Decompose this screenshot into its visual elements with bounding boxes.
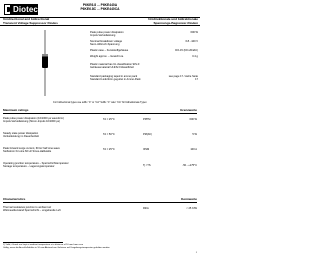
- part-range-bidirectional: P6KE6.8C ... P6KE440CA: [80, 7, 120, 11]
- row-symbol: PPPM: [143, 118, 151, 121]
- section-rule: [3, 202, 197, 203]
- row-condition: TA = 50°C: [103, 133, 115, 136]
- spec-label: Standard packaging taped in ammo pack: [90, 75, 138, 78]
- row-value: 600 W: [189, 118, 197, 121]
- row-value: 100 A: [190, 148, 197, 151]
- table-row: [3, 162, 197, 177]
- row-value: < 25 K/W: [186, 207, 197, 210]
- characteristics-section: [3, 198, 197, 203]
- row-label-de: Stoßstrom für eine 60 Hz Sinus-Halbwelle: [3, 150, 52, 153]
- title-german-line2: Spannungs-Begrenzer-Dioden: [153, 20, 198, 25]
- section-title-en: Maximum ratings: [3, 108, 29, 112]
- row-symbol: PM(AV): [143, 133, 152, 136]
- spec-value: 600 W: [190, 31, 198, 34]
- spec-label-de: Standard Lieferform gegurtet in Ammo-Pack: [90, 78, 141, 81]
- spec-row: [90, 55, 198, 63]
- table-row: [3, 147, 197, 162]
- row-label: Peak forward surge current, 60 Hz half sine-wave: [3, 147, 60, 150]
- spec-value: see page 17 / siehe Seite 17: [168, 75, 198, 81]
- row-condition: TA = 25°C: [103, 118, 115, 121]
- row-value: -50...+175°C: [182, 164, 197, 167]
- spec-label: Weight approx. – Gewicht ca.: [90, 55, 124, 58]
- section-title-en: Characteristics: [3, 197, 26, 201]
- footnote-en: 1) Valid, if leads are kept at ambient temperature at a distance of 10 mm from case: [3, 244, 84, 246]
- row-label: Peak pulse power dissipation (10/1000 µs waveform): [3, 117, 64, 120]
- row-label-de: Wärmewiderstand Sperrschicht – umgebende Luft: [3, 209, 61, 212]
- title-german-line1: Unidirektionale und bidirektionale: [148, 17, 198, 21]
- max-ratings-table: [3, 117, 197, 177]
- spec-label-de: Gehäusematerial UL94V-0 klassifiziert: [90, 66, 134, 69]
- max-ratings-section: [3, 109, 197, 114]
- title-english-line1: Unidirectional and bidirectional: [3, 17, 50, 21]
- section-title-de: Kennwerte: [181, 197, 197, 201]
- row-label-de: Impuls-Verlustleistung (Strom-Impuls 10/1000 µs): [3, 120, 60, 123]
- row-symbol: Tj / TS: [143, 164, 151, 167]
- spec-list: [90, 31, 198, 83]
- spec-label: Plastic case – Kunststoffgehäuse: [90, 49, 129, 52]
- spec-label: Nominal breakdown voltage: [90, 40, 123, 43]
- logo-mark-icon: [4, 4, 11, 15]
- row-symbol: RthA: [143, 207, 149, 210]
- row-label: Thermal resistance junction to ambient air: [3, 206, 52, 209]
- section-rule: [3, 113, 197, 114]
- spec-value: DO-15 (DO-204AC): [175, 49, 198, 52]
- table-row: [3, 206, 197, 220]
- bidirectional-note: For bidirectional types use suffix “C” or “CA” Suffix “C” oder “CA” für bidirektionale Typen: [53, 101, 147, 104]
- footnote-de: Gültig, wenn die Anschlußdrähte in 10 mm Abstand von Gehäuse auf Umgebungstemperatur gehalten werden: [3, 246, 110, 249]
- row-label-de: Verlustleistung im Dauerbetrieb: [3, 135, 40, 138]
- row-label: Steady state power dissipation: [3, 132, 39, 135]
- spec-row: [90, 63, 198, 75]
- page-number: 1: [195, 252, 197, 254]
- section-title-de: Grenzwerte: [180, 108, 197, 112]
- spec-value: 6.8...440 V: [185, 40, 198, 43]
- footnote-rule: [3, 242, 63, 243]
- spec-row: [90, 40, 198, 49]
- title-english: [3, 18, 83, 25]
- diode-cathode-band: [42, 54, 48, 57]
- logo-text: Diotec: [12, 5, 38, 14]
- spec-label-de: Nenn-Abbruch-Spannung: [90, 43, 120, 46]
- diode-package-drawing: [40, 30, 50, 96]
- spec-label-de: Impuls-Verlustleistung: [90, 34, 116, 37]
- part-number-header: [62, 3, 138, 11]
- spec-label: Peak pulse power dissipation: [90, 31, 124, 34]
- row-condition: TA = 25°C: [103, 148, 115, 151]
- row-label-de: Storage temperature – Lagerungstemperatur: [3, 165, 55, 168]
- spec-row: [90, 75, 198, 83]
- part-range-unidirectional: P6KE6.8 ... P6KE440A: [82, 3, 118, 7]
- table-row: [3, 132, 197, 147]
- title-german: [120, 18, 198, 25]
- characteristics-table: [3, 206, 197, 220]
- diotec-logo: [4, 4, 38, 15]
- title-english-line2: Transient Voltage Suppressor Diodes: [3, 20, 58, 25]
- footnote: [3, 244, 173, 249]
- spec-value: 0.4 g: [192, 55, 198, 58]
- spec-row: [90, 31, 198, 40]
- table-row: [3, 117, 197, 132]
- row-symbol: IFSM: [143, 148, 150, 151]
- spec-label: Plastic material has UL classification 94V-0: [90, 63, 140, 66]
- row-label: Operating junction temperature – Sperrschichttemperatur: [3, 162, 69, 165]
- row-value: 5 W: [192, 133, 197, 136]
